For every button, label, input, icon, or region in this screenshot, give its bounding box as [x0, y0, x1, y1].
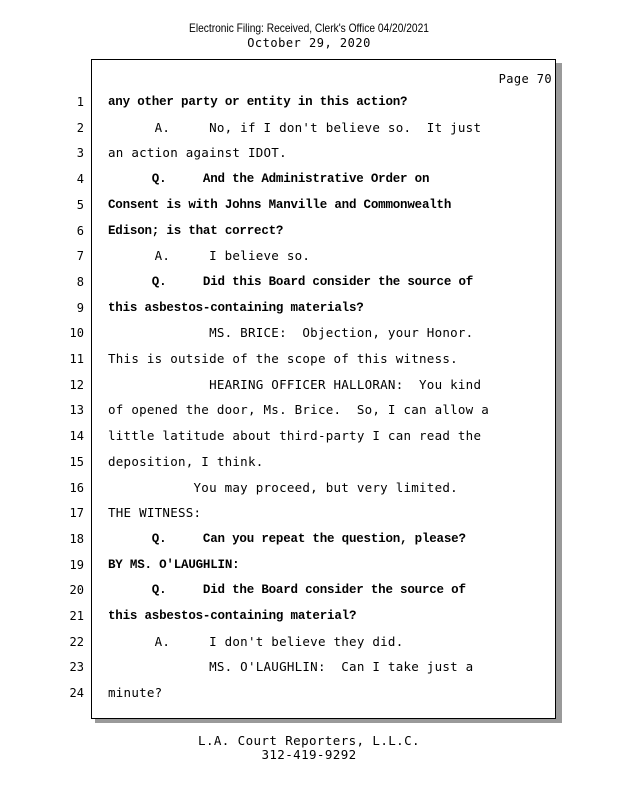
line-number: 9 — [76, 300, 84, 315]
line-number: 8 — [76, 274, 84, 289]
line-text: this asbestos-containing materials? — [108, 300, 364, 315]
transcript-line — [0, 452, 600, 472]
line-number: 18 — [69, 531, 84, 546]
line-number: 24 — [69, 686, 84, 701]
line-number: 19 — [69, 557, 84, 572]
line-text: an action against IDOT. — [108, 145, 287, 161]
line-text: This is outside of the scope of this witness. — [108, 351, 458, 366]
transcript-line — [0, 606, 600, 626]
line-number: 22 — [69, 634, 84, 649]
line-number: 21 — [69, 609, 84, 623]
line-number: 4 — [76, 172, 84, 187]
transcript-line — [0, 92, 600, 112]
transcript-line — [0, 118, 600, 138]
transcript-line — [0, 375, 600, 395]
line-number: 13 — [69, 403, 84, 418]
line-text: Consent is with Johns Manville and Commonwealth — [108, 197, 452, 212]
line-text: any other party or entity in this action? — [108, 95, 408, 109]
transcript-line — [0, 478, 600, 498]
line-number: 7 — [76, 249, 84, 264]
transcript-line — [0, 657, 600, 677]
line-text: Q. And the Administrative Order on — [108, 172, 430, 187]
transcript-line — [0, 272, 600, 292]
line-text: Q. Did the Board consider the source of — [108, 583, 466, 598]
line-number: 12 — [69, 377, 84, 392]
reporter-phone: 312-419-9292 — [261, 747, 357, 762]
line-number: 16 — [69, 480, 84, 495]
transcript-line — [0, 503, 600, 523]
line-text: You may proceed, but very limited. — [108, 479, 458, 495]
line-text: BY MS. O'LAUGHLIN: — [108, 557, 240, 572]
line-number: 6 — [76, 223, 84, 238]
line-text: A. I don't believe they did. — [108, 633, 404, 649]
line-text: THE WITNESS: — [108, 505, 202, 521]
page-number: Page 70 — [498, 72, 552, 86]
line-text: little latitude about third-party I can read the — [108, 428, 482, 444]
line-text: of opened the door, Ms. Brice. So, I can allow a — [108, 402, 490, 418]
line-text: MS. O'LAUGHLIN: Can I take just a — [108, 659, 474, 675]
transcript-line — [0, 323, 600, 343]
reporter-company: L.A. Court Reporters, L.L.C. — [198, 733, 420, 748]
line-text: HEARING OFFICER HALLORAN: You kind — [108, 376, 482, 392]
transcript-line — [0, 169, 600, 189]
line-text: minute? — [108, 685, 163, 701]
line-number: 3 — [76, 146, 84, 161]
line-number: 11 — [69, 352, 84, 366]
transcript-line — [0, 349, 600, 369]
transcript-line — [0, 426, 600, 446]
line-number: 14 — [69, 429, 84, 444]
line-number: 15 — [69, 454, 84, 469]
line-number: 17 — [69, 506, 84, 521]
transcript-line — [0, 580, 600, 600]
transcript-line — [0, 221, 600, 241]
line-text: Q. Did this Board consider the source of — [108, 274, 474, 289]
line-text: Q. Can you repeat the question, please? — [108, 531, 466, 546]
line-text: deposition, I think. — [108, 453, 264, 469]
transcript-line — [0, 555, 600, 575]
filing-stamp: Electronic Filing: Received, Clerk's Office 04/20/2021 — [189, 21, 429, 35]
line-number: 10 — [69, 326, 84, 341]
transcript-line — [0, 246, 600, 266]
transcript-line — [0, 195, 600, 215]
transcript-line — [0, 683, 600, 703]
line-text: A. No, if I don't believe so. It just — [108, 119, 482, 135]
line-text: this asbestos-containing material? — [108, 609, 357, 623]
transcript-date: October 29, 2020 — [247, 36, 371, 50]
line-text: A. I believe so. — [108, 248, 311, 264]
line-text: Edison; is that correct? — [108, 223, 284, 238]
transcript-line — [0, 143, 600, 163]
line-number: 5 — [76, 197, 84, 212]
line-number: 2 — [76, 120, 84, 135]
line-number: 23 — [69, 660, 84, 675]
transcript-line — [0, 400, 600, 420]
transcript-line — [0, 632, 600, 652]
line-number: 1 — [76, 95, 84, 109]
line-text: MS. BRICE: Objection, your Honor. — [108, 325, 474, 341]
line-number: 20 — [69, 583, 84, 598]
transcript-line — [0, 298, 600, 318]
transcript-line — [0, 529, 600, 549]
